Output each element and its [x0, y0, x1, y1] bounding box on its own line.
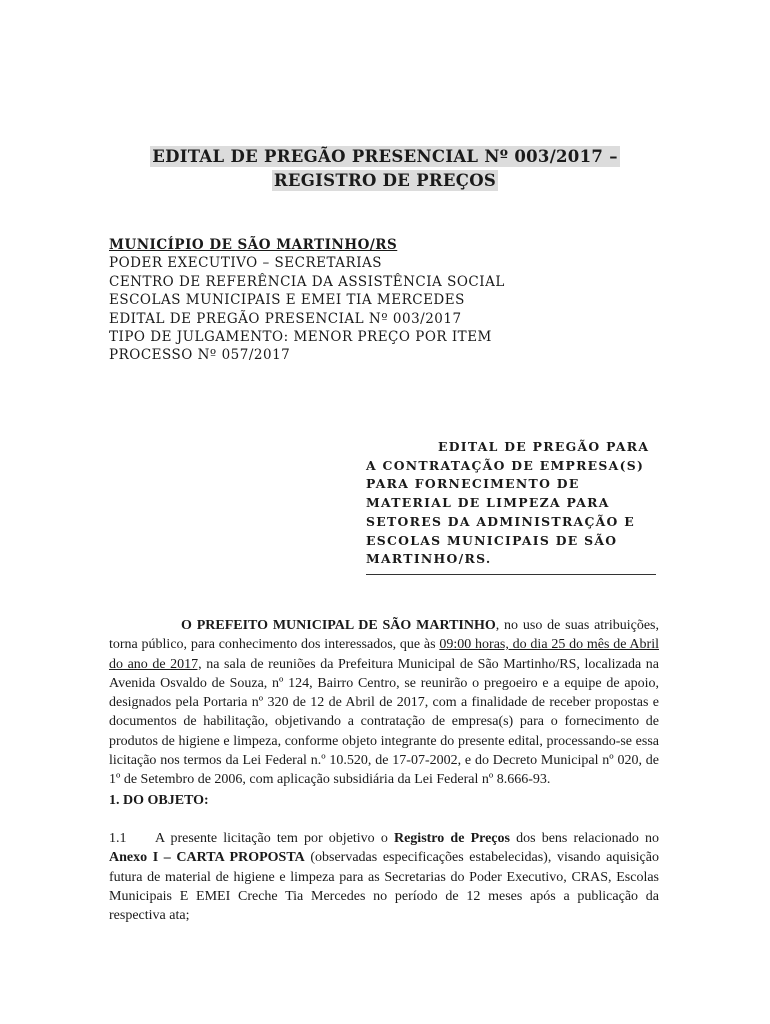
header-line: ESCOLAS MUNICIPAIS E EMEI TIA MERCEDES: [109, 292, 465, 309]
document-body: [109, 616, 659, 925]
prefeito-name: O PREFEITO MUNICIPAL DE SÃO MARTINHO: [181, 618, 496, 633]
preamble-text-1: , no uso de suas atribuições, torna público, para conhecimento dos interessados, que às: [109, 618, 659, 653]
ementa-line: MATERIAL DE LIMPEZA PARA: [366, 495, 610, 511]
ementa-line: PARA FORNECIMENTO DE: [366, 476, 580, 492]
header-line: CENTRO DE REFERÊNCIA DA ASSISTÊNCIA SOCIAL: [109, 273, 505, 290]
preamble-text-2: na sala de reuniões da Prefeitura Municipal de São Martinho/RS, localizada na Avenida Osvaldo de Souza, nº 124, Bairro Centro, se reunirão o pregoeiro e a equipe de apoio, designados pela Portaria nº 320 de 12 de Abril de 2017, com a finalidade de receber propostas e documentos de habilitação, objetivando a contratação de empresa(s) para o fornecimento de produtos de higiene e limpeza, conforme objeto integrante do presente edital, processando-se essa licitação nos termos da Lei Federal n.º 10.520, de 17-07-2002, e do Decreto Municipal nº 020, de 1º de Setembro de 2006, com aplicação subsidiária da Lei Federal nº 8.666-93.: [109, 656, 659, 788]
ementa-line: ESCOLAS MUNICIPAIS DE SÃO: [366, 532, 618, 548]
session-date-time: 09:00 horas, do dia 25 do mês de Abril do ano de 2017,: [109, 637, 659, 672]
title-line-2: REGISTRO DE PREÇOS: [273, 171, 497, 190]
header-line: TIPO DE JULGAMENTO: MENOR PREÇO POR ITEM: [109, 329, 492, 346]
item-bold-anexo: Anexo I – CARTA PROPOSTA: [109, 850, 305, 866]
header-line: PODER EXECUTIVO – SECRETARIAS: [109, 255, 383, 272]
document-title: [0, 145, 770, 193]
header-line: EDITAL DE PREGÃO PRESENCIAL Nº 003/2017: [109, 310, 462, 327]
ementa-line: SETORES DA ADMINISTRAÇÃO E: [366, 513, 635, 529]
municipio-heading: MUNICÍPIO DE SÃO MARTINHO/RS: [109, 237, 398, 253]
item-text-c: (observadas especificações estabelecidas), visando aquisição futura de material de higiene e limpeza para as Secretarias do Poder Executivo, CRAS, Escolas Municipais E EMEI Creche Tia Mercedes no período de 12 meses após a publicação da respectiva ata;: [109, 850, 659, 924]
ementa-line: MARTINHO/RS.: [366, 551, 492, 567]
section-heading: 1. DO OBJETO:: [109, 792, 209, 808]
title-line-1: EDITAL DE PREGÃO PRESENCIAL Nº 003/2017 –: [152, 147, 618, 166]
ementa-box: [366, 438, 656, 575]
ementa-line: A CONTRATAÇÃO DE EMPRESA(S): [366, 457, 645, 473]
item-text-b: dos bens relacionado no: [509, 830, 659, 846]
header-line: PROCESSO Nº 057/2017: [109, 347, 291, 364]
preamble-paragraph: [109, 616, 659, 790]
item-text-a: A presente licitação tem por objetivo o: [155, 830, 394, 846]
item-1-1-paragraph: [109, 829, 659, 925]
item-bold-registro: Registro de Preços: [393, 830, 510, 846]
ementa-line: EDITAL DE PREGÃO PARA: [438, 439, 650, 454]
header-block: [109, 236, 669, 365]
item-number: 1.1: [109, 830, 127, 846]
